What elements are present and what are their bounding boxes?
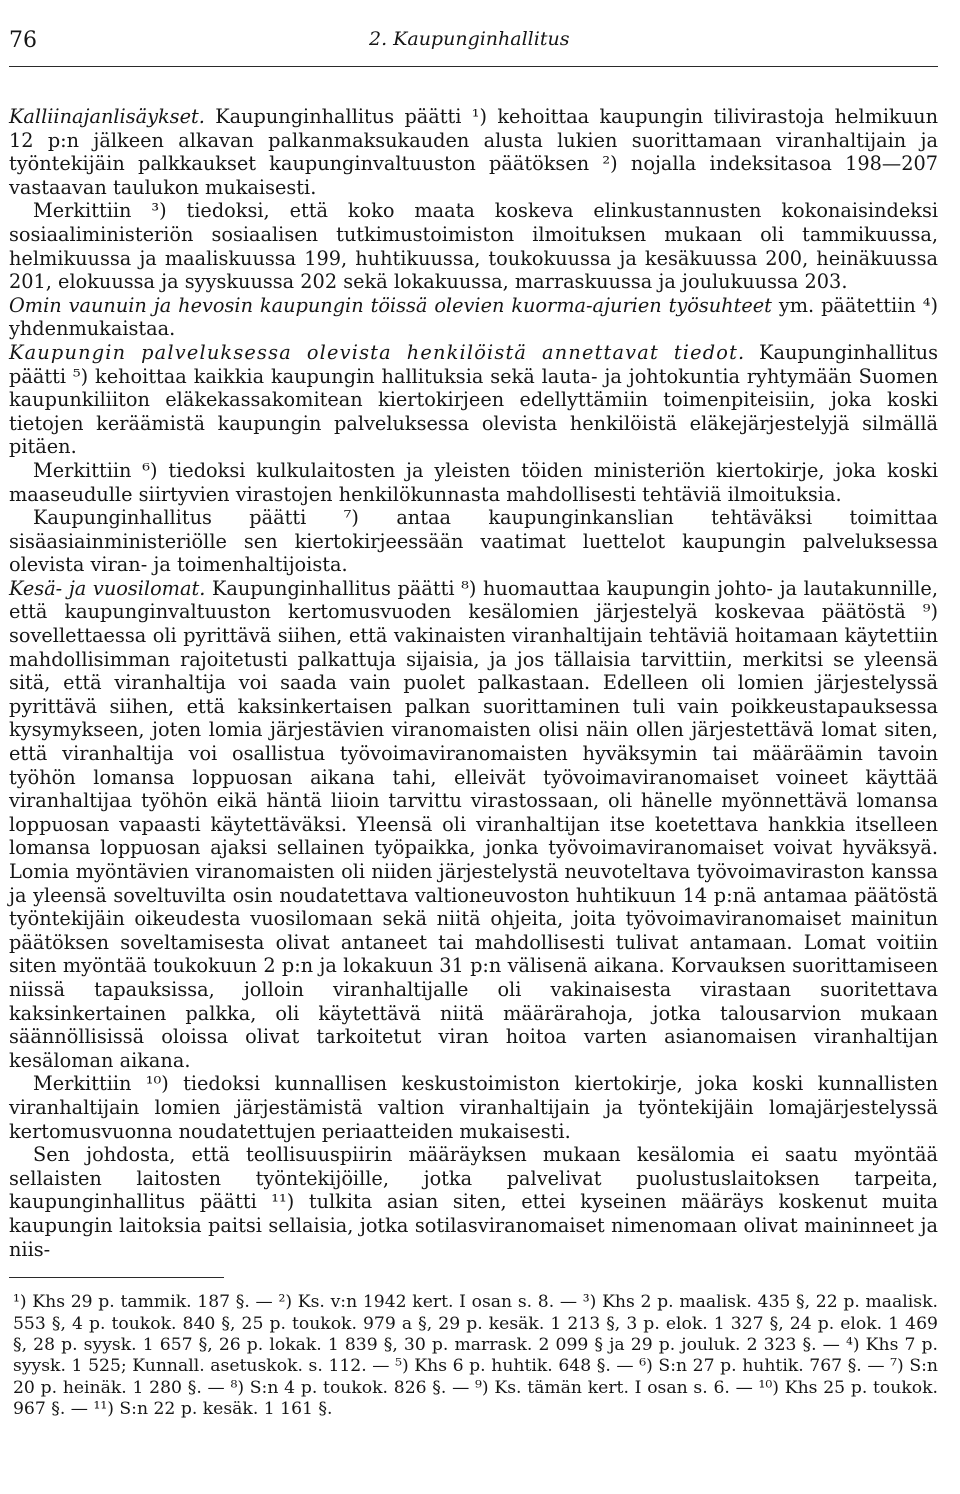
paragraph-text: Merkittiin ⁶) tiedoksi kulkulaitosten ja yleisten töiden ministeriön kiertokirje, joka koski maaseudulle siirtyvien virastojen henkilökunnasta mahdollisesti tehtäviä ilmoituksia. xyxy=(9,458,938,506)
paragraph-text: Kaupunginhallitus päätti ⁷) antaa kaupunginkanslian tehtäväksi toimittaa sisäasiainministeriölle sen kiertokirjeessään vaatimat luettelot kaupungin palveluksessa olevista viran- ja toimenhaltijoista. xyxy=(9,506,938,577)
paragraph-teollisuuspiiri xyxy=(9,1143,938,1261)
paragraph-text: Kaupunginhallitus päätti ¹) kehoittaa kaupungin tilivirastoja helmikuun 12 p:n jälkeen alkavan palkanmaksukauden alusta lukien suorittamaan viranhaltijain ja työntekijäin palkkaukset kaupunginvaltuuston päätöksen ²) nojalla indeksitasoa 198—207 vastaavan taulukon mukaisesti. xyxy=(9,105,938,199)
page-number: 76 xyxy=(9,28,37,53)
paragraph-kuorma-ajurit xyxy=(9,294,938,341)
body-text xyxy=(9,105,938,1261)
footnote-divider xyxy=(9,1277,224,1278)
paragraph-keskustoimisto xyxy=(9,1072,938,1143)
running-head: 2. Kaupunginhallitus xyxy=(369,28,570,50)
paragraph-text: Sen johdosta, että teollisuuspiirin määräyksen mukaan kesälomia ei saatu myöntää sellaisten laitosten työntekijöille, jotka palvelivat puolustuslaitoksen tarpeita, kaupunginhallitus päätti ¹¹) tulkita asian siten, ettei kyseinen määräys koskenut muita kaupungin laitoksia paitsi sellaisia, jotka sotilasviranomaiset nimenomaan olivat maininneet ja niis- xyxy=(9,1143,938,1261)
paragraph-text: Merkittiin ¹⁰) tiedoksi kunnallisen keskustoimiston kiertokirje, joka koski kunnallisten viranhaltijain lomien järjestämistä valtion viranhaltijain ja työntekijäin lomajärjestelyssä kertomusvuonna noudatettujen periaatteiden mukaisesti. xyxy=(9,1072,938,1143)
page-header xyxy=(9,28,938,67)
paragraph-kiertokirje xyxy=(9,459,938,506)
paragraph-luettelot xyxy=(9,506,938,577)
paragraph-henkilotiedot xyxy=(9,341,938,459)
paragraph-indeksi xyxy=(9,199,938,293)
paragraph-rubric: Omin vaunuin ja hevosin kaupungin töissä olevien kuorma-ajurien työsuhteet xyxy=(9,293,772,317)
paragraph-kalliinajanlisaykset xyxy=(9,105,938,199)
paragraph-rubric: Kesä- ja vuosilomat. xyxy=(9,576,206,600)
paragraph-text: ym. päätettiin ⁴) yhdenmukaistaa. xyxy=(9,293,938,341)
paragraph-rubric: Kalliinajanlisäykset. xyxy=(9,105,205,128)
footnotes: ¹) Khs 29 p. tammik. 187 §. — ²) Ks. v:n 1942 kert. I osan s. 8. — ³) Khs 2 p. maalisk. 435 §, 22 p. maalisk. 553 §, 4 p. toukok. 840 §, 25 p. toukok. 979 a §, 29 p. kesäk. 1 213 §, 3 p. elok. 1 327 §, 24 p. elok. 1 469 §, 28 p. syysk. 1 657 §, 26 p. lokak. 1 839 §, 30 p. marrask. 2 099 § ja 29 p. jouluk. 2 323 §. — ⁴) Khs 7 p. syysk. 1 525; Kunnall. asetuskok. s. 112. — ⁵) Khs 6 p. huhtik. 648 §. — ⁶) S:n 27 p. huhtik. 767 §. — ⁷) S:n 20 p. heinäk. 1 280 §. — ⁸) S:n 4 p. toukok. 826 §. — ⁹) Ks. tämän kert. I osan s. 6. — ¹⁰) Khs 25 p. toukok. 967 §. — ¹¹) S:n 22 p. kesäk. 1 161 §. xyxy=(13,1292,938,1420)
paragraph-vuosilomat xyxy=(9,577,938,1072)
paragraph-rubric: Kaupungin palveluksessa olevista henkilöistä annettavat tiedot. xyxy=(9,340,746,364)
paragraph-text: Kaupunginhallitus päätti ⁸) huomauttaa kaupungin johto- ja lautakunnille, että kaupunginvaltuuston kertomusvuoden kesälomien järjestelyä koskevaa päätöstä ⁹) sovellettaessa oli pyrittävä siihen, että vakinaisten viranhaltijain tehtäviä hoitamaan käytettiin mahdollisimman rajoitetusti palkattuja sijaisia, ja jos tällaisia tarvittiin, merkitsi se yleensä sitä, että viranhaltija voi saada vain puolet palkastaan. Edelleen oli lomien järjestelyssä pyrittävä siihen, että kaksinkertaisen palkan suorittaminen tuli vain poikkeustapauksessa kysymykseen, joten lomia järjestävien viranomaisten olisi näin ollen järjestettävä lomat siten, että viranhaltija voi osallistua työvoimaviranomaisten hyväksymin tai määräämin tavoin työhön lomansa loppuosan aikana tahi, elleivät työvoimaviranomaiset voineet käyttää viranhaltijaa työhön eikä häntä liioin tarvittu virastossaan, oli hänelle myönnettävä lomansa loppuosan vapaasti käytettäväksi. Yleensä oli viranhaltijan itse koetettava hankkia itselleen lomansa loppuosan ajaksi sellainen työpaikka, jonka työvoimaviranomaiset voivat hyväksyä. Lomia myöntävien viranomaisten oli niiden järjestelystä neuvoteltava työvoimaviraston kanssa ja yleensä soveltuvilta osin noudatettava valtioneuvoston huhtikuun 14 p:nä antamaa päätöstä työntekijäin oikeudesta vuosilomaan sekä niitä ohjeita, joita työvoimaviranomaiset mainitun päätöksen soveltamisesta olivat antaneet tai mahdollisesti tulivat antamaan. Lomat voitiin siten myöntää toukokuun 2 p:n ja lokakuun 31 p:n välisenä aikana. Korvauksen suorittamiseen niissä tapauksissa, jolloin viranhaltijalle oli vakinaisesta virastaan suoritettava kaksinkertainen palkka, oli käytettävä niitä määrärahoja, jotka talousarvion mukaan säännöllisissä oloissa olivat tarkoitetut viran hoitoa varten asianomaisen viranhaltijan kesäloman aikana. xyxy=(9,576,938,1072)
paragraph-text: Kaupunginhallitus päätti ⁵) kehoittaa kaikkia kaupungin hallituksia sekä lauta- ja johtokuntia ryhtymään Suomen kaupunkiliiton eläkekassakomitean kiertokirjeen edellyttämiin toimenpiteisiin, joka koski tietojen keräämistä kaupungin palveluksessa olevista henkilöistä eläkejärjestelyjä silmällä pitäen. xyxy=(9,340,938,459)
paragraph-text: Merkittiin ³) tiedoksi, että koko maata koskeva elinkustannusten kokonaisindeksi sosiaaliministeriön sosiaalisen tutkimustoimiston ilmoituksen mukaan oli tammikuussa, helmikuussa ja maaliskuussa 199, huhtikuussa, toukokuussa ja kesäkuussa 200, heinäkuussa 201, elokuussa ja syyskuussa 202 sekä lokakuussa, marraskuussa ja joulukuussa 203. xyxy=(9,199,938,294)
